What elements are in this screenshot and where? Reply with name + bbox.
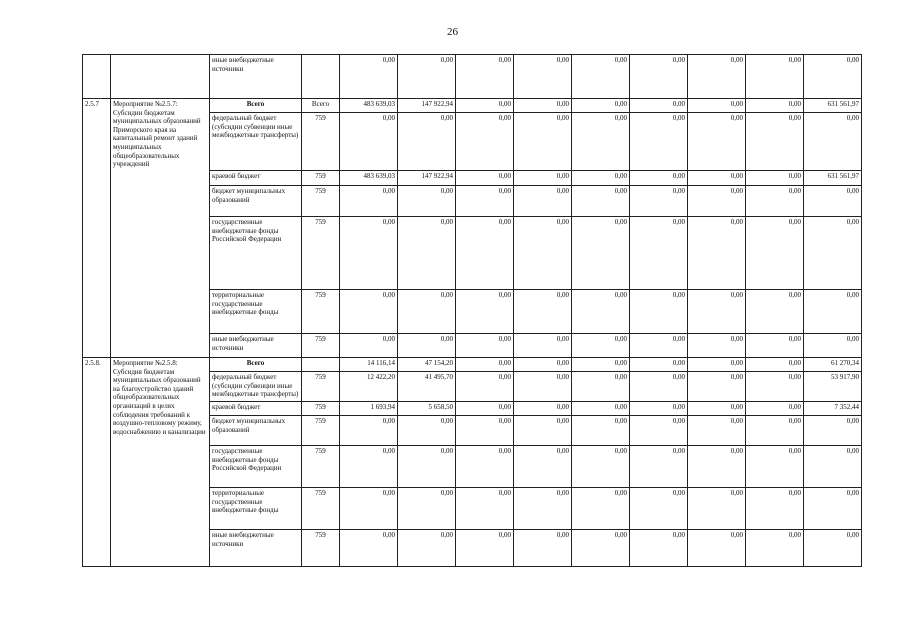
amount-cell: 0,00 xyxy=(804,217,862,290)
row-number: 2.5.8. xyxy=(83,358,111,567)
funding-source: федеральный бюджет (субсидии субвенции иные межбюджетные трансферты) xyxy=(210,372,302,402)
amount-cell: 0,00 xyxy=(630,217,688,290)
budget-code xyxy=(302,358,340,372)
amount-cell: 1 693,94 xyxy=(340,402,398,416)
amount-cell: 53 917,90 xyxy=(804,372,862,402)
amount-cell: 631 561,97 xyxy=(804,171,862,186)
amount-cell: 0,00 xyxy=(398,55,456,99)
amount-cell: 0,00 xyxy=(688,488,746,530)
funding-source: территориальные государственные внебюджетные фонды xyxy=(210,290,302,334)
amount-cell: 0,00 xyxy=(630,488,688,530)
amount-cell: 0,00 xyxy=(688,99,746,113)
funding-source: краевой бюджет xyxy=(210,171,302,186)
amount-cell: 0,00 xyxy=(688,113,746,171)
amount-cell: 0,00 xyxy=(688,171,746,186)
amount-cell: 0,00 xyxy=(456,416,514,446)
amount-cell: 0,00 xyxy=(398,217,456,290)
measure-name: Мероприятие №2.5.8: Субсидия бюджетам муниципальных образований на благоустройство зданий общеобразовательных организаций в целях соблюдения требований к воздушно-тепловому режиму, водоснабжению и канализации xyxy=(111,358,210,567)
amount-cell: 0,00 xyxy=(630,416,688,446)
amount-cell: 0,00 xyxy=(688,416,746,446)
amount-cell: 0,00 xyxy=(804,530,862,567)
amount-cell: 0,00 xyxy=(514,99,572,113)
amount-cell: 0,00 xyxy=(514,530,572,567)
budget-code: 759 xyxy=(302,530,340,567)
amount-cell: 61 270,34 xyxy=(804,358,862,372)
row-number: 2.5.7 xyxy=(83,99,111,358)
funding-source: федеральный бюджет (субсидии субвенции иные межбюджетные трансферты) xyxy=(210,113,302,171)
budget-code: 759 xyxy=(302,217,340,290)
amount-cell: 0,00 xyxy=(746,446,804,488)
amount-cell: 0,00 xyxy=(688,186,746,217)
amount-cell: 0,00 xyxy=(456,113,514,171)
amount-cell: 483 639,03 xyxy=(340,99,398,113)
amount-cell: 0,00 xyxy=(398,416,456,446)
budget-code: 759 xyxy=(302,446,340,488)
amount-cell: 0,00 xyxy=(630,402,688,416)
amount-cell: 0,00 xyxy=(514,416,572,446)
amount-cell: 0,00 xyxy=(688,334,746,358)
amount-cell: 0,00 xyxy=(456,99,514,113)
amount-cell: 0,00 xyxy=(572,488,630,530)
amount-cell: 147 922,94 xyxy=(398,99,456,113)
amount-cell: 0,00 xyxy=(630,530,688,567)
amount-cell: 0,00 xyxy=(340,55,398,99)
budget-code: 759 xyxy=(302,402,340,416)
budget-code xyxy=(302,55,340,99)
amount-cell: 0,00 xyxy=(340,530,398,567)
amount-cell: 0,00 xyxy=(630,290,688,334)
budget-code: Всего xyxy=(302,99,340,113)
amount-cell: 0,00 xyxy=(804,186,862,217)
budget-code: 759 xyxy=(302,334,340,358)
amount-cell: 0,00 xyxy=(398,290,456,334)
amount-cell: 0,00 xyxy=(746,530,804,567)
amount-cell: 0,00 xyxy=(456,488,514,530)
funding-source: территориальные государственные внебюджетные фонды xyxy=(210,488,302,530)
budget-code: 759 xyxy=(302,416,340,446)
amount-cell: 0,00 xyxy=(456,171,514,186)
amount-cell: 0,00 xyxy=(340,334,398,358)
amount-cell: 0,00 xyxy=(688,55,746,99)
amount-cell: 0,00 xyxy=(572,402,630,416)
amount-cell: 0,00 xyxy=(340,416,398,446)
amount-cell: 483 639,03 xyxy=(340,171,398,186)
amount-cell: 0,00 xyxy=(456,334,514,358)
page-number: 26 xyxy=(447,26,458,38)
amount-cell: 0,00 xyxy=(456,55,514,99)
budget-code: 759 xyxy=(302,372,340,402)
budget-code: 759 xyxy=(302,171,340,186)
amount-cell: 0,00 xyxy=(456,358,514,372)
amount-cell: 631 561,97 xyxy=(804,99,862,113)
funding-source: бюджет муниципальных образований xyxy=(210,186,302,217)
amount-cell: 0,00 xyxy=(630,372,688,402)
funding-source: иные внебюджетные источники xyxy=(210,55,302,99)
table-row xyxy=(83,99,862,113)
amount-cell: 0,00 xyxy=(514,113,572,171)
amount-cell: 0,00 xyxy=(514,171,572,186)
amount-cell: 0,00 xyxy=(572,334,630,358)
amount-cell: 0,00 xyxy=(804,113,862,171)
budget-code: 759 xyxy=(302,488,340,530)
amount-cell: 0,00 xyxy=(630,171,688,186)
amount-cell: 0,00 xyxy=(804,488,862,530)
amount-cell: 0,00 xyxy=(456,290,514,334)
funding-source: краевой бюджет xyxy=(210,402,302,416)
budget-table xyxy=(82,54,862,567)
amount-cell: 0,00 xyxy=(688,290,746,334)
amount-cell: 0,00 xyxy=(572,217,630,290)
amount-cell: 0,00 xyxy=(572,186,630,217)
amount-cell: 0,00 xyxy=(688,372,746,402)
amount-cell: 0,00 xyxy=(456,217,514,290)
amount-cell: 0,00 xyxy=(514,217,572,290)
amount-cell: 0,00 xyxy=(746,171,804,186)
amount-cell: 0,00 xyxy=(514,290,572,334)
amount-cell: 0,00 xyxy=(746,358,804,372)
amount-cell: 0,00 xyxy=(746,186,804,217)
amount-cell: 0,00 xyxy=(398,530,456,567)
measure-name xyxy=(111,55,210,99)
amount-cell: 0,00 xyxy=(398,186,456,217)
amount-cell: 0,00 xyxy=(572,290,630,334)
amount-cell: 0,00 xyxy=(630,113,688,171)
amount-cell: 0,00 xyxy=(514,446,572,488)
amount-cell: 147 922,94 xyxy=(398,171,456,186)
amount-cell: 0,00 xyxy=(630,186,688,217)
amount-cell: 0,00 xyxy=(746,488,804,530)
amount-cell: 47 154,20 xyxy=(398,358,456,372)
amount-cell: 0,00 xyxy=(746,55,804,99)
table-row xyxy=(83,358,862,372)
amount-cell: 0,00 xyxy=(456,372,514,402)
amount-cell: 0,00 xyxy=(746,402,804,416)
table-body xyxy=(83,55,862,567)
amount-cell: 0,00 xyxy=(340,217,398,290)
budget-code: 759 xyxy=(302,290,340,334)
amount-cell: 0,00 xyxy=(746,99,804,113)
amount-cell: 0,00 xyxy=(514,334,572,358)
amount-cell: 0,00 xyxy=(456,402,514,416)
amount-cell: 0,00 xyxy=(572,372,630,402)
amount-cell: 0,00 xyxy=(456,186,514,217)
amount-cell: 0,00 xyxy=(688,402,746,416)
amount-cell: 0,00 xyxy=(514,402,572,416)
amount-cell: 0,00 xyxy=(688,446,746,488)
amount-cell: 0,00 xyxy=(572,446,630,488)
amount-cell: 14 116,14 xyxy=(340,358,398,372)
amount-cell: 0,00 xyxy=(340,290,398,334)
amount-cell: 0,00 xyxy=(630,55,688,99)
amount-cell: 0,00 xyxy=(746,217,804,290)
funding-source: Всего xyxy=(210,99,302,113)
amount-cell: 0,00 xyxy=(456,446,514,488)
amount-cell: 0,00 xyxy=(804,416,862,446)
funding-source: Всего xyxy=(210,358,302,372)
budget-code: 759 xyxy=(302,186,340,217)
amount-cell: 0,00 xyxy=(456,530,514,567)
amount-cell: 0,00 xyxy=(572,55,630,99)
amount-cell: 0,00 xyxy=(804,334,862,358)
amount-cell: 0,00 xyxy=(398,113,456,171)
amount-cell: 0,00 xyxy=(688,358,746,372)
amount-cell: 0,00 xyxy=(746,113,804,171)
amount-cell: 0,00 xyxy=(746,334,804,358)
amount-cell: 7 352,44 xyxy=(804,402,862,416)
amount-cell: 0,00 xyxy=(572,171,630,186)
amount-cell: 0,00 xyxy=(630,446,688,488)
amount-cell: 5 658,50 xyxy=(398,402,456,416)
amount-cell: 0,00 xyxy=(804,55,862,99)
amount-cell: 0,00 xyxy=(398,446,456,488)
amount-cell: 0,00 xyxy=(514,358,572,372)
amount-cell: 0,00 xyxy=(630,99,688,113)
measure-name: Мероприятие №2.5.7: Субсидии бюджетам муниципальных образований Приморского края на капитальный ремонт зданий муниципальных общеобразовательных учреждений xyxy=(111,99,210,358)
amount-cell: 0,00 xyxy=(514,372,572,402)
amount-cell: 0,00 xyxy=(572,416,630,446)
amount-cell: 12 422,20 xyxy=(340,372,398,402)
amount-cell: 0,00 xyxy=(746,372,804,402)
funding-source: государственные внебюджетные фонды Российской Федерации xyxy=(210,446,302,488)
amount-cell: 0,00 xyxy=(514,55,572,99)
funding-source: бюджет муниципальных образований xyxy=(210,416,302,446)
amount-cell: 0,00 xyxy=(514,488,572,530)
amount-cell: 0,00 xyxy=(340,446,398,488)
amount-cell: 0,00 xyxy=(688,217,746,290)
amount-cell: 0,00 xyxy=(572,358,630,372)
amount-cell: 0,00 xyxy=(804,446,862,488)
amount-cell: 0,00 xyxy=(630,358,688,372)
table-row xyxy=(83,55,862,99)
budget-code: 759 xyxy=(302,113,340,171)
funding-source: иные внебюджетные источники xyxy=(210,334,302,358)
funding-source: иные внебюджетные источники xyxy=(210,530,302,567)
amount-cell: 0,00 xyxy=(572,113,630,171)
amount-cell: 0,00 xyxy=(572,530,630,567)
amount-cell: 0,00 xyxy=(340,488,398,530)
amount-cell: 0,00 xyxy=(340,113,398,171)
amount-cell: 0,00 xyxy=(746,416,804,446)
amount-cell: 0,00 xyxy=(398,488,456,530)
amount-cell: 41 495,70 xyxy=(398,372,456,402)
amount-cell: 0,00 xyxy=(572,99,630,113)
amount-cell: 0,00 xyxy=(630,334,688,358)
amount-cell: 0,00 xyxy=(746,290,804,334)
amount-cell: 0,00 xyxy=(514,186,572,217)
funding-source: государственные внебюджетные фонды Российской Федерации xyxy=(210,217,302,290)
row-number xyxy=(83,55,111,99)
amount-cell: 0,00 xyxy=(398,334,456,358)
amount-cell: 0,00 xyxy=(804,290,862,334)
amount-cell: 0,00 xyxy=(340,186,398,217)
amount-cell: 0,00 xyxy=(688,530,746,567)
